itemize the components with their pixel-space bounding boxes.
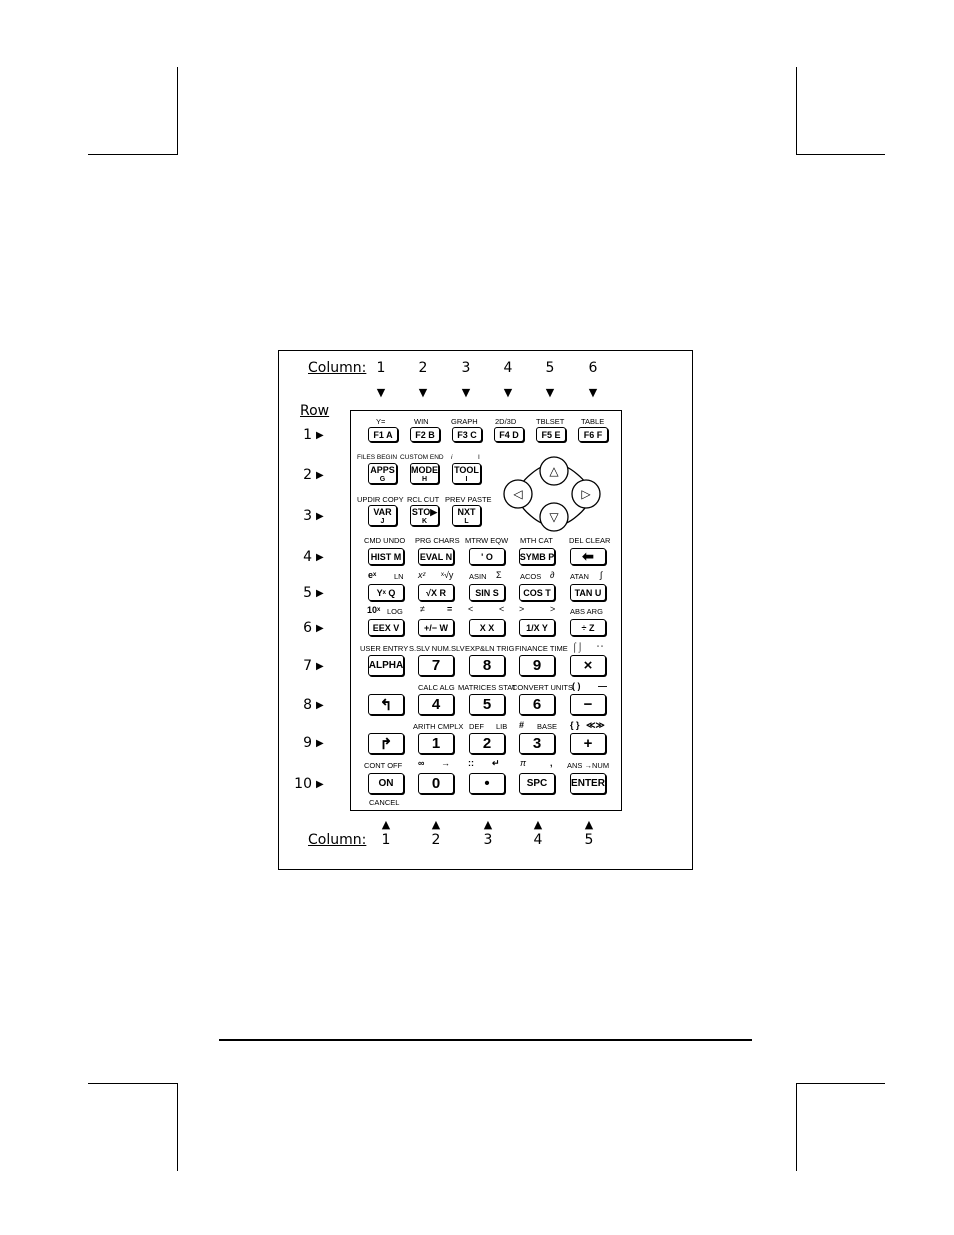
shift-label: MTH CAT <box>520 536 553 545</box>
shift-label: , <box>550 758 553 768</box>
key-5[interactable]: 5 <box>469 694 505 715</box>
key-main-label: VAR <box>373 507 392 517</box>
column-number-top: 6 <box>588 360 598 376</box>
key-spc[interactable]: SPC <box>519 773 555 794</box>
crop-mark-top-right-vertical <box>796 67 797 155</box>
down-arrow-icon: ▼ <box>588 386 598 399</box>
shift-label: USER ENTRY <box>360 644 409 653</box>
shift-label: π <box>520 758 527 768</box>
key-main-label: TOOL <box>454 465 479 475</box>
row-number: 4 <box>303 549 312 565</box>
row-number: 1 <box>303 427 312 443</box>
column-number-top: 4 <box>503 360 513 376</box>
shift-label: ↵ <box>492 758 500 768</box>
shift-label: CONT OFF <box>364 761 403 770</box>
shift-label: :: <box>468 758 474 768</box>
down-arrow-icon: ▼ <box>461 386 471 399</box>
right-arrow-icon: ▶ <box>316 623 324 634</box>
key-f5[interactable]: F5 E <box>536 427 566 442</box>
shift-label: LOG <box>387 607 403 616</box>
key-mode[interactable] <box>410 463 439 484</box>
key-multiply[interactable]: × <box>570 655 606 676</box>
right-arrow-icon: ▶ <box>316 430 324 441</box>
key-8[interactable]: 8 <box>469 655 505 676</box>
key-minus[interactable]: − <box>570 694 606 715</box>
key-enter[interactable]: ENTER <box>570 773 606 794</box>
key-sqrt[interactable]: √X R <box>418 584 454 601</box>
key-alpha-label: I <box>465 476 468 483</box>
right-arrow-icon: ▶ <box>316 588 324 599</box>
key-change-sign[interactable]: +/− W <box>418 619 454 636</box>
key-on[interactable]: ON <box>368 773 404 794</box>
shift-label: S.SLV NUM.SLV <box>409 644 465 653</box>
key-main-label: APPS <box>370 465 395 475</box>
shift-label: # <box>519 720 525 730</box>
shift-label: > <box>519 604 525 614</box>
row-number: 5 <box>303 585 312 601</box>
shift-label: WIN <box>414 417 429 426</box>
shift-label: RCL CUT <box>407 495 440 504</box>
shift-label: ARITH CMPLX <box>413 722 464 731</box>
right-arrow-icon: ▶ <box>316 700 324 711</box>
shift-label: 10ˣ <box>367 605 381 615</box>
shift-label: UPDIR COPY <box>357 495 404 504</box>
shift-label: ∞ <box>418 758 425 768</box>
key-f1[interactable]: F1 A <box>368 427 398 442</box>
key-inverse[interactable]: 1/X Y <box>519 619 555 636</box>
column-number-top: 1 <box>376 360 386 376</box>
key-sin[interactable]: SIN S <box>469 584 505 601</box>
key-f2[interactable]: F2 B <box>410 427 440 442</box>
key-f6[interactable]: F6 F <box>578 427 608 442</box>
row-number: 10 <box>294 776 312 792</box>
shift-label: EXP&LN TRIG <box>465 644 515 653</box>
shift-label: ≠ <box>420 604 425 614</box>
key-decimal-point[interactable]: • <box>469 773 505 794</box>
key-symb[interactable]: SYMB P <box>519 548 555 565</box>
shift-label: Σ <box>496 570 502 580</box>
column-number-bottom: 1 <box>381 832 391 848</box>
down-arrow-icon: ▼ <box>503 386 513 399</box>
row-number: 6 <box>303 620 312 636</box>
row-number: 8 <box>303 697 312 713</box>
shift-label: BASE <box>537 722 558 731</box>
down-triangle-icon: ▽ <box>549 510 559 524</box>
shift-label: ⌠⌡ <box>572 642 583 652</box>
key-alpha-label: J <box>380 518 385 525</box>
right-arrow-icon: ▶ <box>316 511 324 522</box>
crop-mark-top-left-horizontal <box>88 154 177 155</box>
shift-label: DEL CLEAR <box>569 536 611 545</box>
shift-label: { } <box>570 720 580 730</box>
shift-label: CMD UNDO <box>364 536 406 545</box>
shift-label: > <box>550 604 556 614</box>
down-arrow-icon: ▼ <box>545 386 555 399</box>
shift-label: GRAPH <box>451 417 478 426</box>
row-number: 7 <box>303 658 312 674</box>
column-number-bottom: 2 <box>431 832 441 848</box>
key-alpha-label: H <box>421 476 428 483</box>
key-eval[interactable]: EVAL N <box>418 548 454 565</box>
shift-label: ( ) <box>572 681 581 691</box>
shift-label: ≪≫ <box>586 720 605 730</box>
column-number-bottom: 5 <box>584 832 594 848</box>
shift-label: CALC ALG <box>418 683 455 692</box>
key-7[interactable]: 7 <box>418 655 454 676</box>
up-arrow-icon: ▲ <box>381 818 391 831</box>
key-right-shift[interactable]: ↱ <box>368 733 404 754</box>
row-number: 2 <box>303 467 312 483</box>
right-arrow-icon: ▶ <box>316 779 324 790</box>
key-backspace[interactable]: ⬅ <box>570 548 606 565</box>
shift-label: MTRW EQW <box>465 536 509 545</box>
column-caption-top: Column: <box>308 360 367 376</box>
key-4[interactable]: 4 <box>418 694 454 715</box>
shift-label: Y= <box>376 417 386 426</box>
shift-label: LIB <box>496 722 508 731</box>
key-quote[interactable]: ' O <box>469 548 505 565</box>
up-arrow-icon: ▲ <box>431 818 441 831</box>
shift-label: FINANCE TIME <box>515 644 568 653</box>
key-x[interactable]: X X <box>469 619 505 636</box>
shift-label: — <box>598 681 607 691</box>
up-triangle-icon: △ <box>549 464 559 478</box>
row-number: 9 <box>303 735 312 751</box>
right-arrow-icon: ▶ <box>316 470 324 481</box>
right-arrow-icon: ▶ <box>316 552 324 563</box>
key-sto[interactable] <box>410 505 439 526</box>
down-arrow-icon: ▼ <box>376 386 386 399</box>
key-f4[interactable]: F4 D <box>494 427 524 442</box>
shift-label: TBLSET <box>536 417 565 426</box>
row-number: 3 <box>303 508 312 524</box>
key-6[interactable]: 6 <box>519 694 555 715</box>
key-tan[interactable]: TAN U <box>570 584 606 601</box>
column-number-bottom: 3 <box>483 832 493 848</box>
shift-label: ACOS <box>520 572 542 581</box>
right-arrow-icon: ▶ <box>316 661 324 672</box>
crop-mark-bottom-left-horizontal <box>88 1083 177 1084</box>
shift-label: FILES BEGIN <box>357 454 398 461</box>
column-number-top: 3 <box>461 360 471 376</box>
key-9[interactable]: 9 <box>519 655 555 676</box>
shift-label: < <box>468 604 474 614</box>
right-triangle-icon: ▷ <box>581 487 591 501</box>
key-alpha[interactable]: ALPHA <box>368 655 404 676</box>
key-plus[interactable]: + <box>570 733 606 754</box>
key-eex[interactable]: EEX V <box>368 619 404 636</box>
shift-label: CONVERT UNITS <box>512 683 573 692</box>
key-1[interactable]: 1 <box>418 733 454 754</box>
key-power[interactable]: Yˣ Q <box>368 584 404 601</box>
shift-label: = <box>447 604 453 614</box>
shift-label: TABLE <box>581 417 605 426</box>
shift-label: ASIN <box>469 572 487 581</box>
shift-label: ATAN <box>570 572 589 581</box>
key-nxt[interactable] <box>452 505 481 526</box>
shift-label: → <box>441 758 450 768</box>
shift-label: PREV PASTE <box>445 495 492 504</box>
footer-rule <box>219 1039 752 1041</box>
key-3[interactable]: 3 <box>519 733 555 754</box>
key-main-label: NXT <box>457 507 476 517</box>
shift-label: CUSTOM END <box>400 454 444 461</box>
shift-label: eˣ <box>368 570 377 580</box>
column-number-bottom: 4 <box>533 832 543 848</box>
key-cos[interactable]: COS T <box>519 584 555 601</box>
key-main-label: STO▶ <box>411 507 438 517</box>
key-2[interactable]: 2 <box>469 733 505 754</box>
key-hist[interactable]: HIST M <box>368 548 404 565</box>
column-number-top: 5 <box>545 360 555 376</box>
crop-mark-bottom-left-vertical <box>177 1083 178 1171</box>
crop-mark-bottom-right-horizontal <box>796 1083 885 1084</box>
shift-label: PRG CHARS <box>415 536 460 545</box>
row-caption: Row <box>300 403 330 419</box>
shift-label: < <box>499 604 505 614</box>
key-main-label: MODE <box>411 465 438 475</box>
key-f3[interactable]: F3 C <box>452 427 482 442</box>
shift-label: ABS ARG <box>570 607 603 616</box>
shift-label: MATRICES STAT <box>458 683 517 692</box>
crop-mark-top-left-vertical <box>177 67 178 155</box>
down-arrow-icon: ▼ <box>418 386 428 399</box>
key-divide[interactable]: ÷ Z <box>570 619 606 636</box>
key-alpha-label: K <box>421 518 428 525</box>
shift-label: LN <box>394 572 404 581</box>
shift-label: ∂ <box>550 570 555 580</box>
shift-label: 2D/3D <box>495 417 517 426</box>
key-left-shift[interactable]: ↰ <box>368 694 404 715</box>
key-0[interactable]: 0 <box>418 773 454 794</box>
shift-label: DEF <box>469 722 484 731</box>
shift-label: i <box>451 454 453 461</box>
right-arrow-icon: ▶ <box>316 738 324 749</box>
key-apps[interactable] <box>368 463 397 484</box>
key-var[interactable] <box>368 505 397 526</box>
arrow-key-pad <box>503 456 606 534</box>
column-number-top: 2 <box>418 360 428 376</box>
up-arrow-icon: ▲ <box>584 818 594 831</box>
key-alpha-label: G <box>379 476 386 483</box>
shift-label: ∫ <box>600 570 603 580</box>
shift-label: xᶻ <box>418 570 426 580</box>
crop-mark-bottom-right-vertical <box>796 1083 797 1171</box>
shift-label: I <box>478 454 480 461</box>
below-key-label: CANCEL <box>369 798 400 807</box>
column-caption-bottom: Column: <box>308 832 367 848</box>
shift-label: ˣ√y <box>441 570 454 580</box>
shift-label: " " <box>597 646 603 652</box>
left-triangle-icon: ◁ <box>513 487 523 501</box>
key-tool[interactable] <box>452 463 481 484</box>
up-arrow-icon: ▲ <box>483 818 493 831</box>
key-alpha-label: L <box>464 518 469 525</box>
up-arrow-icon: ▲ <box>533 818 543 831</box>
crop-mark-top-right-horizontal <box>796 154 885 155</box>
shift-label: ANS →NUM <box>567 761 610 770</box>
